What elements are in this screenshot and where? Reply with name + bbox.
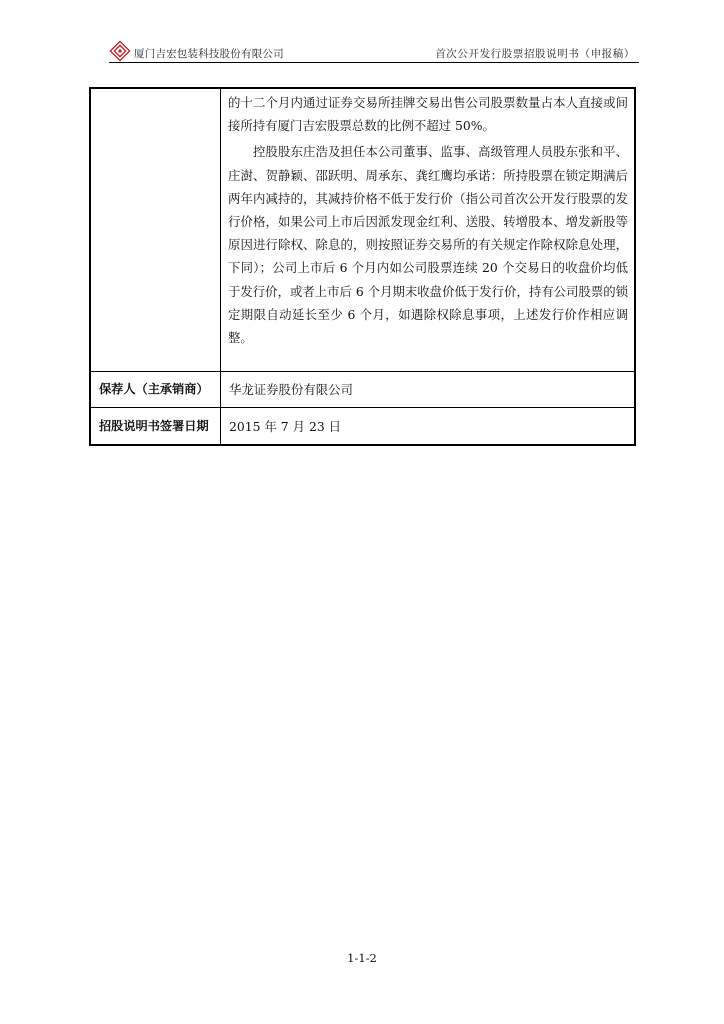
page-header — [109, 40, 639, 62]
lock-up-commitment-text — [228, 91, 628, 349]
page-number: 1-1-2 — [347, 951, 377, 965]
signing-date-label: 招股说明书签署日期 — [99, 419, 209, 433]
table-column-divider — [220, 89, 221, 444]
info-table — [89, 87, 636, 446]
commitment-paragraph: 的十二个月内通过证券交易所挂牌交易出售公司股票数量占本人直接或间接所持有厦门吉宏股票总数的比例不超过 50%。 — [228, 95, 628, 134]
sponsor-label: 保荐人（主承销商） — [99, 382, 209, 396]
header-company-name: 厦门吉宏包装科技股份有限公司 — [134, 48, 284, 60]
table-row-divider — [91, 407, 634, 408]
header-divider — [109, 62, 639, 63]
table-row-divider — [91, 371, 634, 372]
header-document-title: 首次公开发行股票招股说明书（申报稿） — [435, 48, 635, 60]
sponsor-value: 华龙证券股份有限公司 — [229, 382, 353, 397]
company-logo-icon — [109, 40, 131, 62]
signing-date-value: 2015 年 7 月 23 日 — [229, 419, 342, 434]
commitment-paragraph: 控股股东庄浩及担任本公司董事、监事、高级管理人员股东张和平、庄澍、贺静颖、邵跃明、周承东、龚红鹰均承诺：所持股票在锁定期满后两年内减持的，其减持价格不低于发行价（指公司首次公开发行股票的发行价格，如果公司上市后因派发现金红利、送股、转增股本、增发新股等原因进行除权、除息的，则按照证券交易所的有关规定作除权除息处理，下同）；公司上市后 6 个月内如公司股票连续 20 个交易日的收盘价均低于发行价，或者上市后 6 个月期末收盘价低于发行价，持有公司股票的锁定期限自动延长至少 6 个月，如遇除权除息事项，上述发行价作相应调整。 — [228, 144, 628, 346]
